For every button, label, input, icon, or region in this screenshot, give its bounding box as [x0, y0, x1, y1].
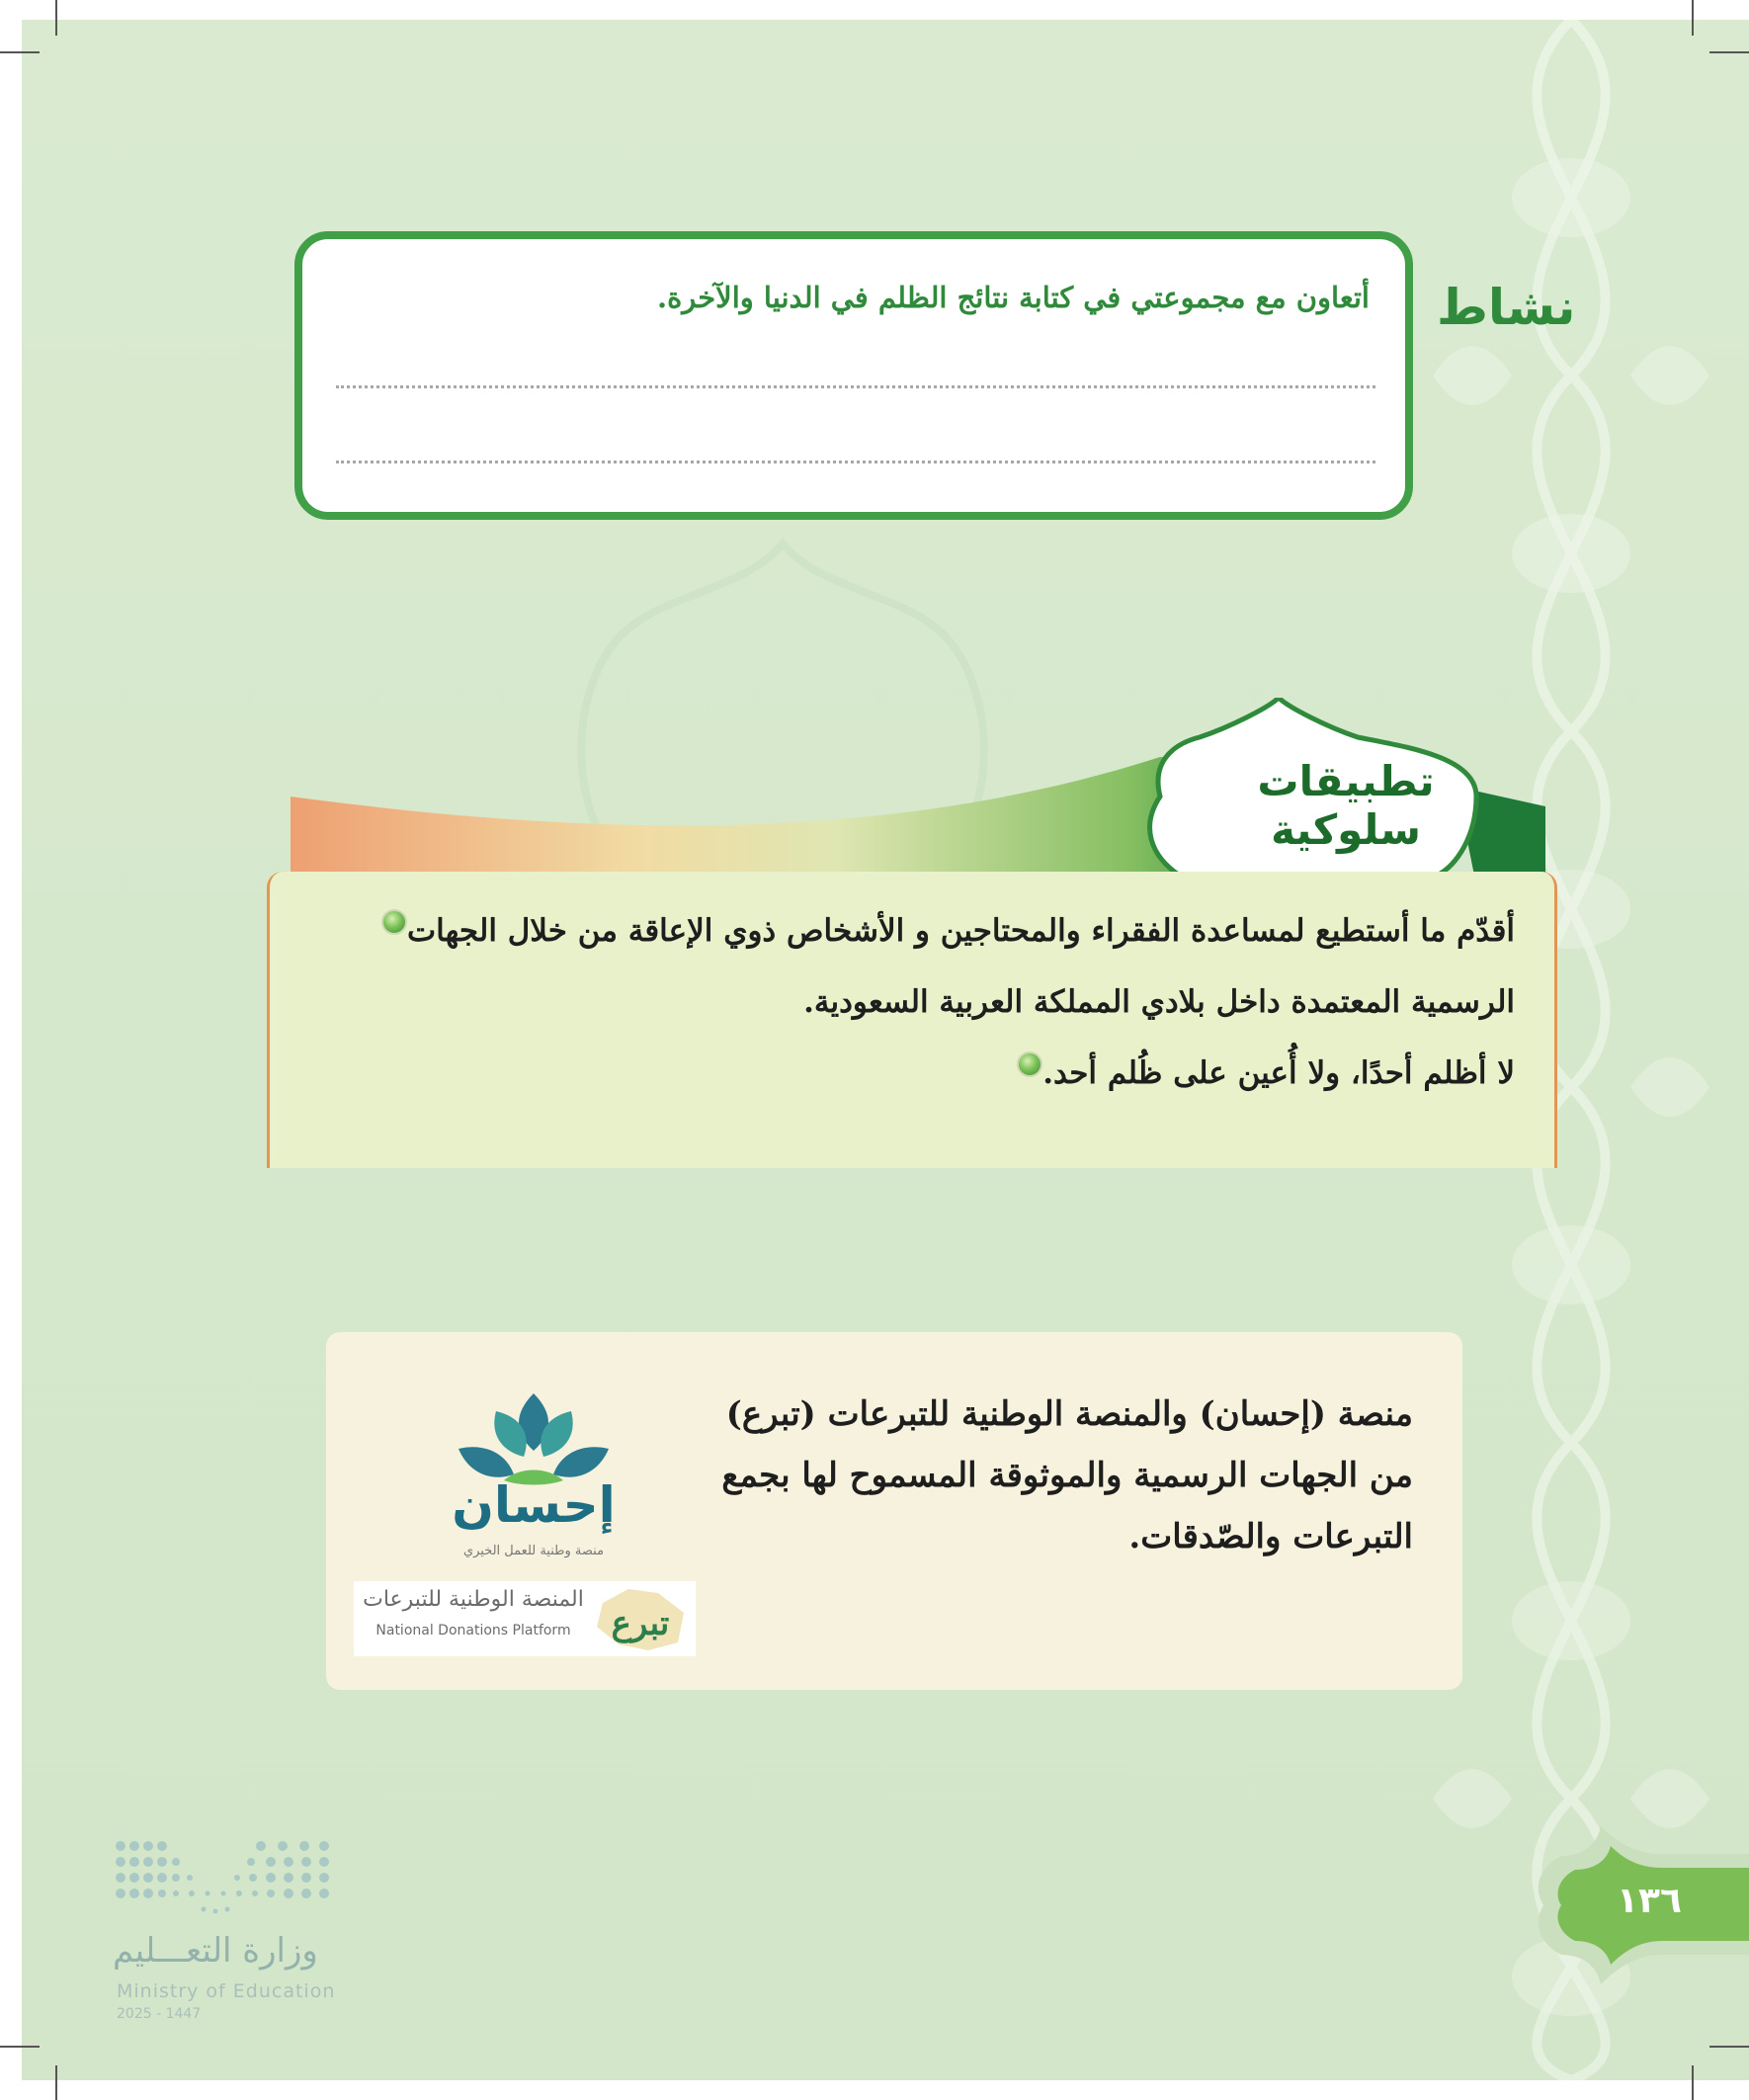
crop-mark	[1709, 2046, 1749, 2048]
tabarru-name-en: National Donations Platform	[375, 1623, 571, 1638]
ehsan-tagline: منصة وطنية للعمل الخيري	[462, 1544, 605, 1558]
crop-mark	[0, 51, 40, 53]
donations-text	[721, 1384, 1413, 1567]
donations-info-box	[326, 1332, 1462, 1690]
behavioral-box	[267, 872, 1557, 1168]
donations-text-line-2: من الجهات الرسمية والموثوقة المسموح لها بجمع	[721, 1456, 1413, 1495]
behavior-item-2-text: لا أظلم أحدًا، ولا أُعين على ظُلم أحد.	[1042, 1055, 1515, 1091]
answer-line-1[interactable]	[336, 385, 1375, 388]
crop-mark	[55, 0, 57, 36]
crop-mark	[1692, 0, 1694, 36]
tabarru-logo	[354, 1581, 696, 1656]
donations-text-line-3: التبرعات والصّدقات.	[1128, 1517, 1413, 1556]
behavior-item-2	[1003, 1038, 1515, 1109]
activity-prompt: أتعاون مع مجموعتي في كتابة نتائج الظلم في الدنيا والآخرة.	[656, 281, 1370, 314]
tabarru-name-ar: المنصة الوطنية للتبرعات	[363, 1587, 584, 1612]
page-number: ١٣٦	[1617, 1881, 1682, 1921]
ministry-year: 2025 - 1447	[117, 2006, 202, 2022]
activity-box	[294, 231, 1413, 520]
crop-mark	[1709, 51, 1749, 53]
ministry-name-ar: وزارة التعـــليم	[113, 1931, 318, 1971]
behavioral-title: تطبيقات سلوكية	[1257, 757, 1435, 854]
answer-line-2[interactable]	[336, 461, 1375, 463]
page	[22, 20, 1749, 2080]
ministry-name-en: Ministry of Education	[117, 1980, 336, 2002]
donations-text-line-1: منصة (إحسان) والمنصة الوطنية للتبرعات (تبرع)	[725, 1394, 1413, 1434]
ehsan-logo-text: إحسان	[452, 1476, 616, 1534]
crop-mark	[0, 2046, 40, 2048]
crop-mark	[55, 2065, 57, 2100]
green-bullet-icon	[1017, 1051, 1042, 1077]
behavior-item-1	[368, 895, 1515, 1038]
green-bullet-icon	[381, 909, 407, 935]
tabarru-mark-text: تبرع	[611, 1604, 670, 1643]
activity-label: نشاط	[1437, 279, 1576, 336]
ministry-dots-icon	[113, 1838, 332, 1919]
behavior-item-1-line-1: أقدّم ما أستطيع لمساعدة الفقراء والمحتاجين و الأشخاص ذوي الإعاقة من خلال الجهات	[406, 913, 1515, 949]
behavior-item-1-line-2: الرسمية المعتمدة داخل بلادي المملكة العربية السعودية.	[803, 984, 1515, 1020]
crop-mark	[1692, 2065, 1694, 2100]
tabarru-map-icon	[589, 1583, 692, 1654]
